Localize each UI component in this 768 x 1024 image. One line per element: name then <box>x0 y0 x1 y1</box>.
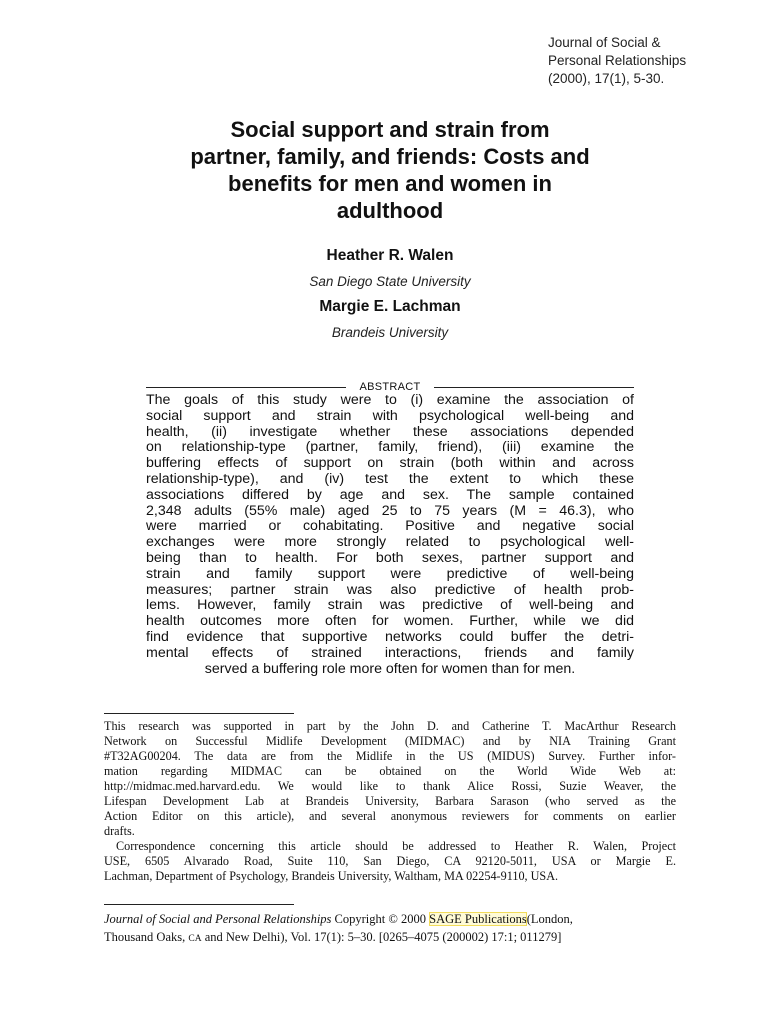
footnote-line: http://midmac.med.harvard.edu. We would like to thank Alice Rossi, Suzie Weaver, the <box>104 779 676 793</box>
abstract-line: buffering effects of support on strain (both within and across <box>146 455 634 472</box>
footnote-rule <box>104 713 294 714</box>
abstract-line: served a buffering role more often for women than for men. <box>204 660 576 677</box>
copyright-text: Copyright © 2000 <box>334 912 426 926</box>
footnote-line: drafts. <box>104 824 135 838</box>
author-name: Heather R. Walen <box>326 247 454 264</box>
abstract-line: lems. However, family strain was predictive of well-being and <box>146 597 634 614</box>
publication-line <box>104 928 684 946</box>
title-line: partner, family, and friends: Costs and <box>190 144 590 169</box>
correspondence-line: Lachman, Department of Psychology, Brandeis University, Waltham, MA 02254-9110, USA. <box>104 869 559 883</box>
abstract-line: social support and strain with psychological well-being and <box>146 407 634 424</box>
footnote-line: Lifespan Development Lab at Brandeis University, Barbara Sarason (who served as the <box>104 794 676 808</box>
publication-rule <box>104 904 294 905</box>
abstract-line: find evidence that supportive networks could buffer the detri- <box>146 628 634 645</box>
abstract-line: measures; partner strain was also predictive of health prob- <box>146 581 634 598</box>
abstract-line: health, (ii) investigate whether these associations depended <box>146 423 634 440</box>
citation-line: Personal Relationships <box>548 53 687 68</box>
abstract-line: relationship-type), and (iv) test the extent to which these <box>146 470 634 487</box>
state-abbrev: CA <box>188 934 202 944</box>
author-affiliation: Brandeis University <box>331 325 449 340</box>
footnote <box>104 719 676 884</box>
publication-line <box>104 910 684 928</box>
abstract-line: on relationship-type (partner, family, friend), (iii) examine the <box>146 439 634 456</box>
abstract-label: ABSTRACT <box>359 381 421 393</box>
title-line: benefits for men and women in <box>228 171 552 196</box>
title-line: adulthood <box>336 198 444 223</box>
abstract-line: exchanges were more strongly related to psychological well- <box>146 534 634 551</box>
footnote-line: #T32AG00204. The data are from the Midlife in the US (MIDUS) Survey. Further infor- <box>104 749 676 763</box>
publication-info <box>104 910 684 946</box>
citation-line: (2000), 17(1), 5-30. <box>548 71 665 86</box>
footnote-line: Network on Successful Midlife Development (MIDMAC) and by NIA Training Grant <box>104 734 676 748</box>
author-name: Margie E. Lachman <box>319 298 461 315</box>
footnote-line: mation regarding MIDMAC can be obtained on the World Wide Web at: <box>104 764 676 778</box>
journal-name: Journal of Social and Personal Relationships <box>104 912 332 926</box>
title-line: Social support and strain from <box>230 117 550 142</box>
abstract-line: The goals of this study were to (i) examine the association of <box>146 392 634 408</box>
author-affiliation: San Diego State University <box>309 274 471 289</box>
abstract-line: being than to health. For both sexes, partner support and <box>146 549 634 566</box>
volume-info: and New Delhi), Vol. 17(1): 5–30. [0265–4075 (200002) 17:1; 011279] <box>204 930 562 944</box>
publisher-link[interactable]: SAGE Publications <box>429 912 527 926</box>
journal-citation <box>548 34 748 88</box>
article-title <box>100 116 680 224</box>
publication-location: Thousand Oaks, <box>104 930 186 944</box>
citation-line: Journal of Social & <box>548 35 661 50</box>
abstract-line: were married or cohabitating. Positive and negative social <box>146 518 634 535</box>
footnote-line: This research was supported in part by the John D. and Catherine T. MacArthur Research <box>104 719 676 733</box>
abstract-line: 2,348 adults (55% male) aged 25 to 75 years (M = 46.3), who <box>146 502 634 519</box>
abstract-rule-right <box>434 387 634 388</box>
abstract-line: health outcomes more often for women. Further, while we did <box>146 613 634 630</box>
correspondence-line: Correspondence concerning this article should be addressed to Heather R. Walen, Project <box>116 839 676 853</box>
abstract-line: strain and family support were predictive of well-being <box>146 565 634 582</box>
abstract-body <box>146 393 634 677</box>
abstract-line: mental effects of strained interactions, friends and family <box>146 644 634 661</box>
abstract-line: associations differed by age and sex. The sample contained <box>146 486 634 503</box>
footnote-line: Action Editor on this article), and several anonymous reviewers for comments on earlier <box>104 809 676 823</box>
publication-location: (London, <box>526 912 573 926</box>
correspondence-line: USE, 6505 Alvarado Road, Suite 110, San Diego, CA 92120-5011, USA or Margie E. <box>104 854 676 868</box>
